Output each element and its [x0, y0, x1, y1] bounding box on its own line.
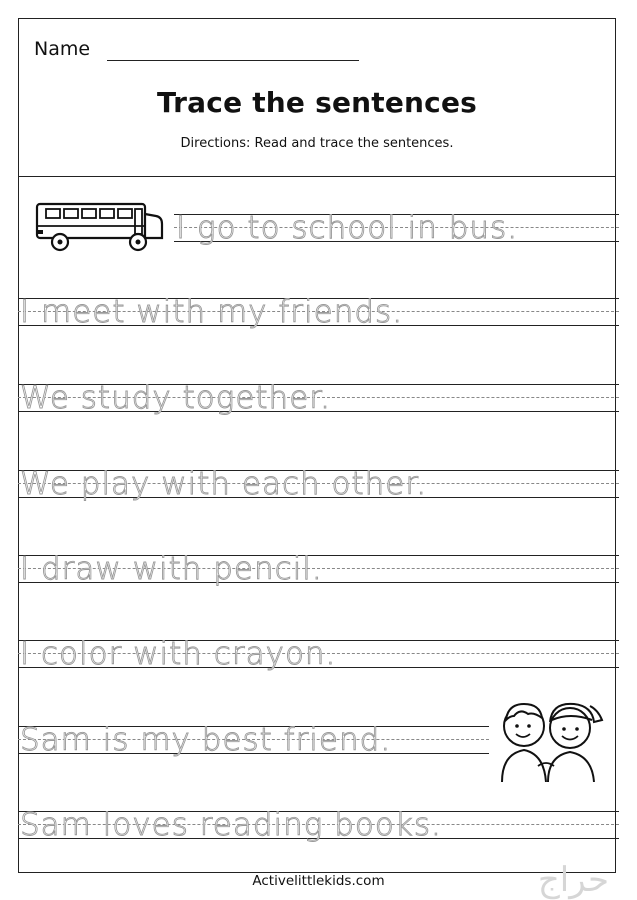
trace-row-2[interactable] — [18, 294, 619, 334]
worksheet-header — [19, 19, 615, 177]
trace-sentence: Sam is my best friend. — [20, 722, 392, 758]
trace-row-6[interactable] — [18, 636, 619, 676]
trace-row-4[interactable] — [18, 466, 619, 506]
trace-sentence: I draw with pencil. — [20, 551, 323, 587]
trace-sentence: I meet with my friends. — [20, 294, 404, 330]
two-kids-icon — [494, 696, 606, 782]
trace-sentence: Sam loves reading books. — [20, 807, 442, 843]
trace-sentence: We play with each other. — [20, 466, 428, 502]
school-bus-icon — [34, 200, 166, 254]
watermark: حراج — [537, 860, 609, 900]
name-label: Name — [34, 38, 91, 60]
trace-row-5[interactable] — [18, 551, 619, 591]
directions-text: Directions: Read and trace the sentences. — [180, 136, 454, 151]
trace-sentence: We study together. — [20, 380, 332, 416]
footer-site: Activelittlekids.com — [252, 873, 385, 889]
trace-row-1[interactable] — [174, 210, 619, 250]
trace-row-3[interactable] — [18, 380, 619, 420]
trace-row-7[interactable] — [18, 722, 489, 762]
name-input-line[interactable] — [107, 60, 359, 61]
trace-row-8[interactable] — [18, 807, 619, 847]
trace-sentence: I go to school in bus. — [176, 210, 519, 246]
trace-sentence: I color with crayon. — [20, 636, 337, 672]
page-title: Trace the sentences — [156, 86, 478, 119]
